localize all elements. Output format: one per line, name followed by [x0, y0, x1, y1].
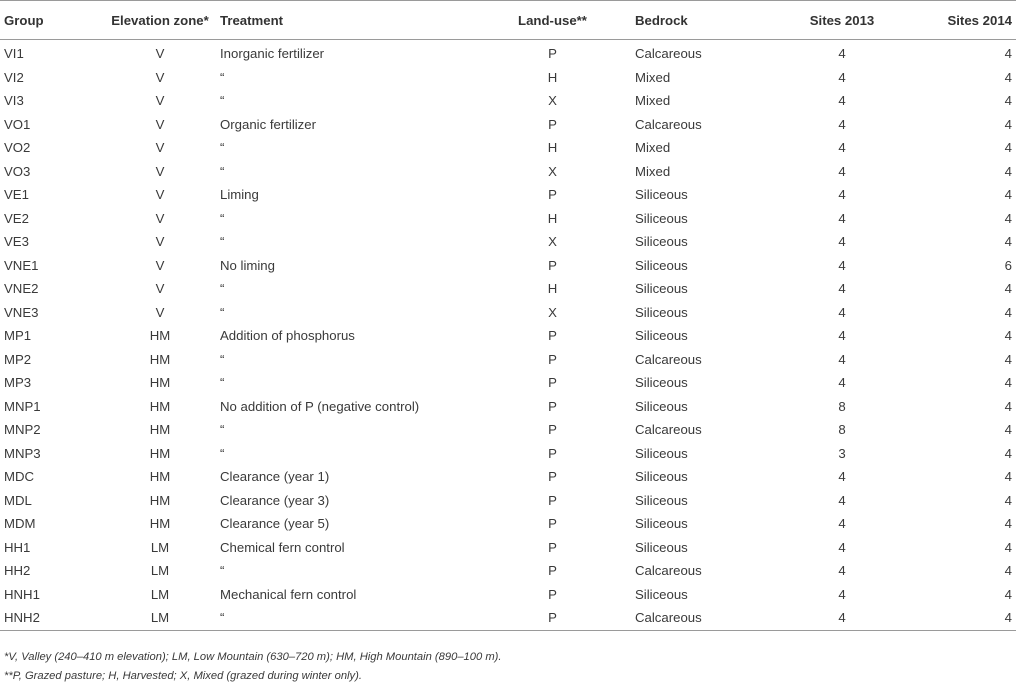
table-row	[0, 465, 1016, 489]
cell-land-use: H	[547, 140, 558, 156]
cell-sites-2013: 4	[838, 210, 846, 226]
cell-sites-2013: 4	[838, 234, 846, 250]
cell-bedrock: Siliceous	[635, 469, 688, 485]
cell-bedrock: Siliceous	[635, 281, 688, 297]
table-row	[0, 559, 1016, 583]
cell-sites-2013: 4	[838, 328, 846, 344]
table-row	[0, 395, 1016, 419]
cell-sites-2014: 4	[909, 606, 1016, 630]
cell-land-use: X	[548, 234, 557, 250]
cell-land-use: P	[548, 328, 557, 344]
cell-group: VO3	[4, 163, 31, 179]
cell-group: MNP3	[4, 445, 41, 461]
cell-land-use: P	[548, 563, 557, 579]
cell-sites-2014: 4	[1004, 281, 1012, 297]
cell-elevation-zone: V	[155, 187, 165, 203]
cell-treatment: Liming	[220, 187, 259, 203]
cell-sites-2014: 4	[1004, 351, 1012, 367]
cell-treatment: Clearance (year 5)	[220, 516, 330, 532]
cell-elevation-zone: HM	[149, 398, 171, 414]
cell-bedrock: Siliceous	[635, 257, 688, 273]
cell-elevation-zone: HM	[149, 375, 171, 391]
cell-group: HH2	[4, 563, 31, 579]
cell-treatment: “	[220, 375, 225, 391]
cell-bedrock: Siliceous	[635, 328, 688, 344]
cell-elevation-zone: HM	[149, 328, 171, 344]
cell-land-use: P	[548, 445, 557, 461]
cell-treatment: “	[220, 304, 225, 320]
header-sites-2013: Sites 2013	[775, 1, 909, 40]
cell-sites-2013: 3	[838, 445, 846, 461]
cell-bedrock: Siliceous	[635, 234, 688, 250]
cell-group: MP3	[4, 375, 32, 391]
cell-sites-2013: 4	[838, 539, 846, 555]
cell-bedrock: Calcareous	[635, 606, 775, 630]
cell-treatment: Chemical fern control	[220, 539, 345, 555]
footnote-elevation: *V, Valley (240–410 m elevation); LM, Low Mountain (630–720 m); HM, High Mountain (890–100 m).	[4, 651, 502, 663]
cell-group: VI3	[4, 93, 24, 109]
cell-sites-2013: 4	[838, 492, 846, 508]
header-bedrock: Bedrock	[635, 1, 775, 40]
cell-elevation-zone: LM	[150, 563, 170, 579]
table-row	[0, 442, 1016, 466]
cell-treatment: Clearance (year 3)	[220, 492, 330, 508]
cell-sites-2014: 4	[1004, 422, 1012, 438]
cell-land-use: P	[548, 422, 557, 438]
table-row	[0, 512, 1016, 536]
cell-bedrock: Calcareous	[635, 46, 702, 62]
cell-group: VNE2	[4, 281, 39, 297]
cell-bedrock: Siliceous	[635, 210, 688, 226]
header-land-use: Land-use**	[470, 1, 635, 40]
cell-group: VNE1	[4, 257, 39, 273]
table-row	[0, 113, 1016, 137]
table-row	[0, 136, 1016, 160]
cell-treatment: “	[220, 93, 225, 109]
cell-sites-2014: 4	[1004, 539, 1012, 555]
table-row	[0, 324, 1016, 348]
cell-bedrock: Calcareous	[635, 116, 702, 132]
cell-treatment: “	[220, 422, 225, 438]
cell-elevation-zone: HM	[149, 492, 171, 508]
cell-bedrock: Siliceous	[635, 304, 688, 320]
table-body	[0, 40, 1016, 631]
footnotes	[4, 648, 501, 686]
cell-bedrock: Calcareous	[635, 563, 702, 579]
cell-bedrock: Siliceous	[635, 187, 688, 203]
cell-sites-2014: 4	[1004, 187, 1012, 203]
table-header	[0, 1, 1016, 40]
table-row	[0, 183, 1016, 207]
header-elevation-zone: Elevation zone*	[100, 1, 220, 40]
table-row	[0, 66, 1016, 90]
cell-group: VE1	[4, 187, 29, 203]
cell-elevation-zone: HM	[149, 469, 171, 485]
cell-land-use: H	[547, 210, 558, 226]
cell-group: HNH1	[4, 586, 40, 602]
cell-sites-2014: 4	[1004, 328, 1012, 344]
cell-bedrock: Siliceous	[635, 445, 688, 461]
cell-sites-2013: 8	[838, 398, 846, 414]
cell-group: MDM	[4, 516, 36, 532]
cell-sites-2014: 4	[1004, 116, 1012, 132]
cell-elevation-zone: V	[155, 140, 165, 156]
cell-sites-2013: 4	[838, 187, 846, 203]
cell-land-use: P	[548, 187, 557, 203]
cell-treatment: “	[220, 445, 225, 461]
cell-sites-2013: 4	[838, 257, 846, 273]
cell-sites-2014: 4	[1004, 140, 1012, 156]
cell-elevation-zone: V	[155, 163, 165, 179]
cell-group: MDC	[4, 469, 35, 485]
cell-group: MDL	[4, 492, 32, 508]
cell-treatment: Mechanical fern control	[220, 586, 357, 602]
cell-elevation-zone: LM	[150, 586, 170, 602]
table-row	[0, 89, 1016, 113]
cell-land-use: P	[548, 398, 557, 414]
cell-group: MP1	[4, 328, 32, 344]
cell-sites-2013: 4	[838, 140, 846, 156]
cell-treatment: “	[220, 69, 225, 85]
cell-sites-2014: 4	[1004, 69, 1012, 85]
cell-treatment: “	[220, 140, 225, 156]
cell-sites-2013: 4	[838, 281, 846, 297]
header-treatment: Treatment	[220, 1, 470, 40]
cell-treatment: Inorganic fertilizer	[220, 46, 325, 62]
cell-land-use: P	[470, 606, 635, 630]
cell-sites-2013: 4	[838, 469, 846, 485]
cell-land-use: X	[548, 304, 557, 320]
cell-treatment: Clearance (year 1)	[220, 469, 330, 485]
cell-sites-2013: 4	[838, 46, 846, 62]
table-row	[0, 606, 1016, 630]
cell-bedrock: Siliceous	[635, 398, 688, 414]
cell-bedrock: Mixed	[635, 163, 671, 179]
cell-sites-2014: 4	[1004, 492, 1012, 508]
cell-group: HH1	[4, 539, 31, 555]
table-row	[0, 277, 1016, 301]
cell-land-use: P	[548, 469, 557, 485]
cell-treatment: “	[220, 351, 225, 367]
cell-bedrock: Siliceous	[635, 375, 688, 391]
cell-treatment: Addition of phosphorus	[220, 328, 355, 344]
cell-group: VNE3	[4, 304, 39, 320]
cell-land-use: P	[548, 516, 557, 532]
cell-group: MP2	[4, 351, 32, 367]
cell-bedrock: Siliceous	[635, 586, 688, 602]
cell-group: VO1	[4, 116, 31, 132]
cell-elevation-zone: HM	[149, 516, 171, 532]
cell-treatment: “	[220, 281, 225, 297]
cell-treatment: Organic fertilizer	[220, 116, 317, 132]
cell-group: VI2	[4, 69, 24, 85]
cell-sites-2014: 4	[1004, 398, 1012, 414]
cell-sites-2014: 6	[1004, 257, 1012, 273]
cell-sites-2013: 4	[838, 93, 846, 109]
cell-bedrock: Calcareous	[635, 422, 702, 438]
table-row	[0, 160, 1016, 184]
cell-elevation-zone: V	[155, 46, 165, 62]
cell-group: VE3	[4, 234, 29, 250]
cell-group: VI1	[4, 46, 24, 62]
footnote-land-use: **P, Grazed pasture; H, Harvested; X, Mixed (grazed during winter only).	[4, 670, 362, 682]
table-row	[0, 301, 1016, 325]
cell-sites-2013: 4	[838, 563, 846, 579]
table-row	[0, 40, 1016, 66]
cell-treatment: “	[220, 563, 225, 579]
cell-elevation-zone: HM	[149, 422, 171, 438]
cell-treatment: No liming	[220, 257, 275, 273]
cell-elevation-zone: V	[155, 281, 165, 297]
cell-sites-2013: 4	[838, 69, 846, 85]
cell-bedrock: Siliceous	[635, 539, 688, 555]
cell-bedrock: Siliceous	[635, 516, 688, 532]
cell-sites-2013: 4	[838, 516, 846, 532]
cell-sites-2014: 4	[1004, 46, 1012, 62]
table-row	[0, 583, 1016, 607]
header-sites-2014: Sites 2014	[909, 1, 1016, 40]
table-row	[0, 371, 1016, 395]
cell-land-use: P	[548, 351, 557, 367]
cell-elevation-zone: V	[155, 234, 165, 250]
cell-sites-2014: 4	[1004, 234, 1012, 250]
cell-land-use: P	[548, 539, 557, 555]
cell-group: HNH2	[0, 606, 100, 630]
cell-sites-2013: 4	[775, 606, 909, 630]
cell-sites-2014: 4	[1004, 563, 1012, 579]
cell-land-use: P	[548, 586, 557, 602]
cell-elevation-zone: LM	[150, 539, 170, 555]
cell-sites-2014: 4	[1004, 375, 1012, 391]
cell-land-use: P	[548, 46, 557, 62]
cell-elevation-zone: V	[155, 304, 165, 320]
cell-land-use: X	[548, 163, 557, 179]
cell-sites-2013: 4	[838, 375, 846, 391]
cell-elevation-zone: V	[155, 93, 165, 109]
cell-land-use: P	[548, 492, 557, 508]
cell-sites-2014: 4	[1004, 163, 1012, 179]
table-row	[0, 207, 1016, 231]
cell-sites-2013: 4	[838, 163, 846, 179]
header-group: Group	[0, 1, 100, 40]
cell-sites-2014: 4	[1004, 93, 1012, 109]
cell-bedrock: Mixed	[635, 140, 671, 156]
table-row	[0, 348, 1016, 372]
cell-land-use: X	[548, 93, 557, 109]
cell-treatment: “	[220, 163, 225, 179]
table-row	[0, 489, 1016, 513]
cell-sites-2013: 4	[838, 304, 846, 320]
table-row	[0, 230, 1016, 254]
cell-elevation-zone: V	[155, 69, 165, 85]
cell-elevation-zone: V	[155, 257, 165, 273]
cell-bedrock: Mixed	[635, 93, 671, 109]
cell-land-use: H	[547, 69, 558, 85]
cell-land-use: P	[548, 116, 557, 132]
table-row	[0, 418, 1016, 442]
cell-sites-2014: 4	[1004, 469, 1012, 485]
cell-bedrock: Mixed	[635, 69, 671, 85]
cell-treatment: “	[220, 234, 225, 250]
cell-land-use: H	[547, 281, 558, 297]
cell-sites-2014: 4	[1004, 445, 1012, 461]
table-row	[0, 536, 1016, 560]
cell-sites-2013: 4	[838, 351, 846, 367]
cell-treatment: “	[220, 606, 470, 630]
cell-group: MNP2	[4, 422, 41, 438]
cell-group: VE2	[4, 210, 29, 226]
cell-sites-2014: 4	[1004, 304, 1012, 320]
cell-group: MNP1	[4, 398, 41, 414]
cell-elevation-zone: HM	[149, 445, 171, 461]
cell-sites-2014: 4	[1004, 210, 1012, 226]
cell-land-use: P	[548, 257, 557, 273]
cell-sites-2013: 4	[838, 586, 846, 602]
cell-elevation-zone: LM	[100, 606, 220, 630]
cell-group: VO2	[4, 140, 31, 156]
table-row	[0, 254, 1016, 278]
cell-sites-2014: 4	[1004, 586, 1012, 602]
header-row	[0, 1, 1016, 40]
cell-sites-2013: 8	[838, 422, 846, 438]
cell-elevation-zone: V	[155, 210, 165, 226]
cell-treatment: No addition of P (negative control)	[220, 398, 420, 414]
cell-land-use: P	[548, 375, 557, 391]
cell-bedrock: Siliceous	[635, 492, 688, 508]
cell-elevation-zone: V	[155, 116, 165, 132]
cell-elevation-zone: HM	[149, 351, 171, 367]
cell-treatment: “	[220, 210, 225, 226]
cell-sites-2013: 4	[838, 116, 846, 132]
cell-sites-2014: 4	[1004, 516, 1012, 532]
cell-bedrock: Calcareous	[635, 351, 702, 367]
